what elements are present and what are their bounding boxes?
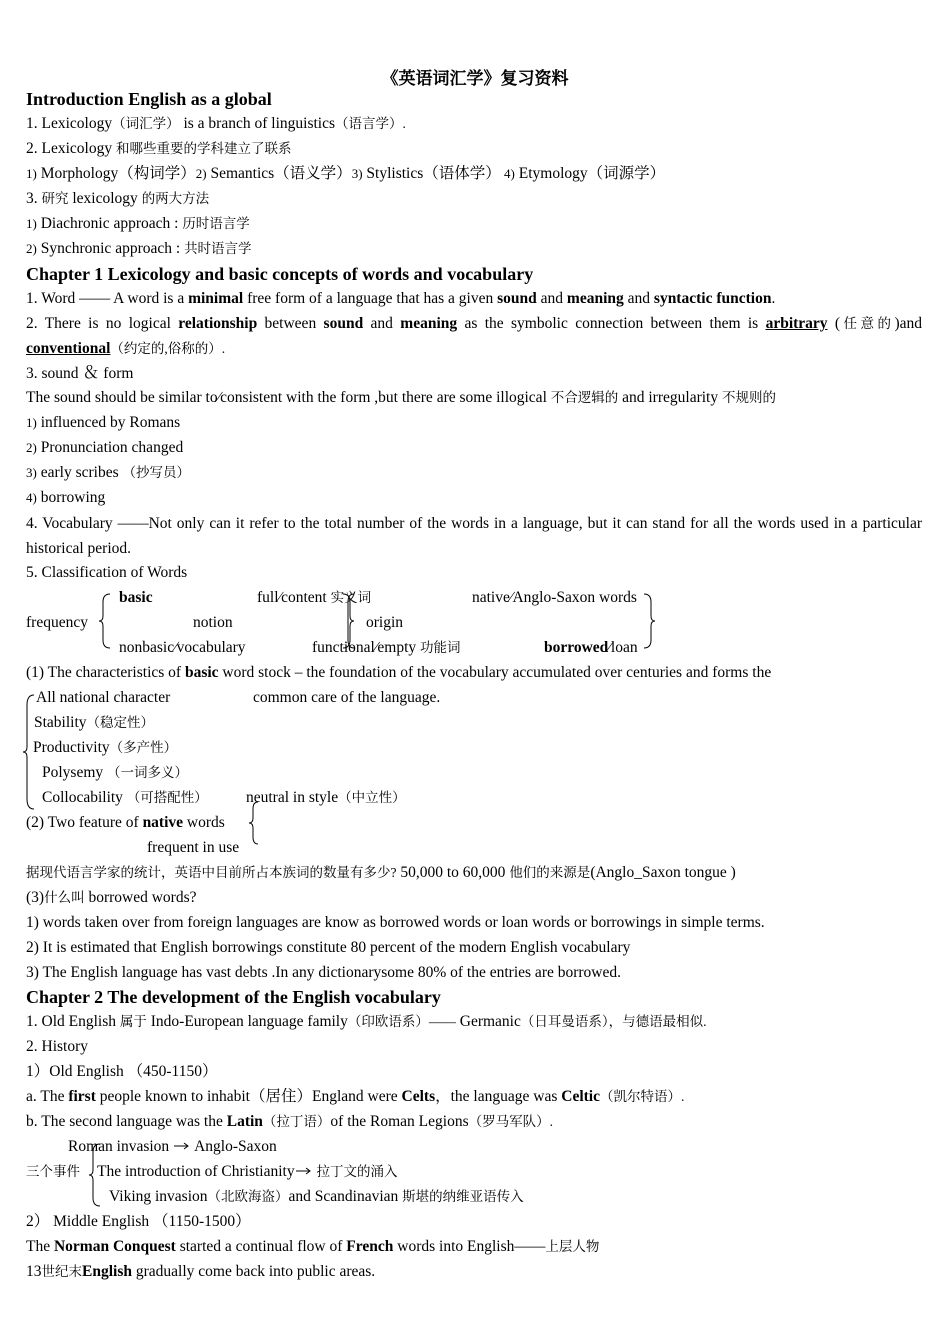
arrow-right-icon — [295, 1166, 313, 1176]
ch2-middle-english: 2） Middle English （1150-1500） — [26, 1213, 251, 1230]
intro-heading: Introduction English as a global — [26, 89, 272, 109]
intro-line-3: 1) Morphology（构词学）2) Semantics（语义学）3) Stylistics（语体学） 4) Etymology（词源学） — [26, 165, 666, 182]
intro-line-4: 3. 研究 lexicology 的两大方法 — [26, 190, 210, 207]
intro-line-6: 2) Synchronic approach : 共时语言学 — [26, 240, 252, 257]
feature-stability: Stability（稳定性） — [34, 714, 155, 731]
reason-1: 1) influenced by Romans — [26, 414, 181, 431]
event-viking: Viking invasion（北欧海盗）and Scandinavian 斯堪的纳维亚语传入 — [109, 1188, 524, 1205]
page-title: 《英语词汇学》复习资料 — [381, 69, 569, 88]
ch1-classification-heading: 5. Classification of Words — [26, 564, 188, 581]
native-frequent: frequent in use — [147, 839, 240, 856]
cls-borrowed: borrowed∕loan — [544, 639, 638, 656]
reason-4: 4) borrowing — [26, 489, 106, 506]
ch1-word-definition: 1. Word —— A word is a minimal free form of a language that has a given sound and meaning and syntactic function. — [26, 290, 776, 307]
ch2-english-returns: 13世纪末English gradually come back into public areas. — [26, 1263, 376, 1280]
cls-functional: functional∕empty 功能词 — [312, 639, 461, 656]
intro-line-1: 1. Lexicology（词汇学） is a branch of linguistics（语言学）. — [26, 115, 406, 132]
borrowed-1: 1) words taken over from foreign languages are know as borrowed words or loan words or borrowings in simple terms. — [26, 914, 765, 931]
event-roman: Roman invasion Anglo-Saxon — [68, 1138, 277, 1155]
ch1-sound-similar: The sound should be similar to∕consistent with the form ,but there are some illogical 不合逻辑的 and irregularity 不规则的 — [26, 389, 776, 406]
native-brace — [248, 800, 260, 846]
feature-collocability: Collocability （可搭配性） — [42, 789, 208, 806]
native-statistics: 据现代语言学家的统计，英语中目前所占本族词的数量有多少? 50,000 to 60,000 他们的来源是(Anglo_Saxon tongue ) — [26, 864, 736, 881]
cls-brace-frequency — [98, 592, 112, 650]
ch1-basic-characteristics: (1) The characteristics of basic word stock – the foundation of the vocabulary accumulated over centuries and forms the — [26, 664, 772, 681]
cls-basic: basic — [119, 589, 153, 606]
ch1-sound-form: 3. sound ＆ form — [26, 363, 134, 382]
borrowed-3: 3) The English language has vast debts .In any dictionarysome 80% of the entries are borrowed. — [26, 964, 622, 981]
event-christianity: The introduction of Christianity 拉丁文的涌入 — [97, 1163, 398, 1180]
chapter-1-heading: Chapter 1 Lexicology and basic concepts of words and vocabulary — [26, 264, 534, 284]
arrow-right-icon — [173, 1141, 191, 1151]
borrowed-2: 2) It is estimated that English borrowings constitute 80 percent of the modern English vocabulary — [26, 939, 631, 956]
cls-brace-origin — [642, 592, 656, 650]
reason-3: 3) early scribes （抄写员） — [26, 464, 190, 481]
cls-full-content: full∕content 实义词 — [257, 589, 372, 606]
ch2-norman-conquest: The Norman Conquest started a continual flow of French words into English——上层人物 — [26, 1238, 600, 1255]
feature-national-note: common care of the language. — [253, 689, 441, 706]
reason-2: 2) Pronunciation changed — [26, 439, 184, 456]
ch2-old-english-family: 1. Old English 属于 Indo-European language family（印欧语系）—— Germanic（日耳曼语系），与德语最相似. — [26, 1013, 707, 1030]
ch2-celts: a. The first people known to inhabit（居住）England were Celts，the language was Celtic（凯尔特语）. — [26, 1088, 685, 1105]
ch2-latin: b. The second language was the Latin（拉丁语）of the Roman Legions（罗马军队）. — [26, 1113, 553, 1130]
native-features: (2) Two feature of native words — [26, 814, 225, 831]
ch2-history: 2. History — [26, 1038, 88, 1055]
cls-nonbasic: nonbasic∕vocabulary — [119, 639, 246, 656]
cls-origin: origin — [366, 614, 404, 631]
feature-national: All national character — [36, 689, 171, 706]
borrowed-question: (3)什么叫 borrowed words? — [26, 889, 197, 906]
ch2-old-english: 1）Old English （450-1150） — [26, 1063, 218, 1080]
ch1-vocabulary-paragraph: 4. Vocabulary ——Not only can it refer to the total number of the words in a language, but it can stand for all the words used in a particular historical period. — [26, 515, 922, 557]
feature-productivity: Productivity（多产性） — [33, 739, 178, 756]
intro-line-5: 1) Diachronic approach : 历时语言学 — [26, 215, 250, 232]
cls-native: native∕Anglo-Saxon words — [472, 589, 637, 606]
cls-notion: notion — [193, 614, 233, 631]
cls-frequency: frequency — [26, 614, 88, 631]
feature-neutral: neutral in style（中立性） — [246, 789, 406, 806]
chapter-2-heading: Chapter 2 The development of the English vocabulary — [26, 987, 441, 1007]
feature-polysemy: Polysemy （一词多义） — [42, 764, 189, 781]
ch1-arbitrary-paragraph: 2. There is no logical relationship between sound and meaning as the symbolic connection between them is arbitrary (任意的)and conventional（约定的,俗称的）. — [26, 315, 922, 357]
intro-line-2: 2. Lexicology 和哪些重要的学科建立了联系 — [26, 140, 292, 157]
events-label: 三个事件 — [26, 1164, 80, 1179]
